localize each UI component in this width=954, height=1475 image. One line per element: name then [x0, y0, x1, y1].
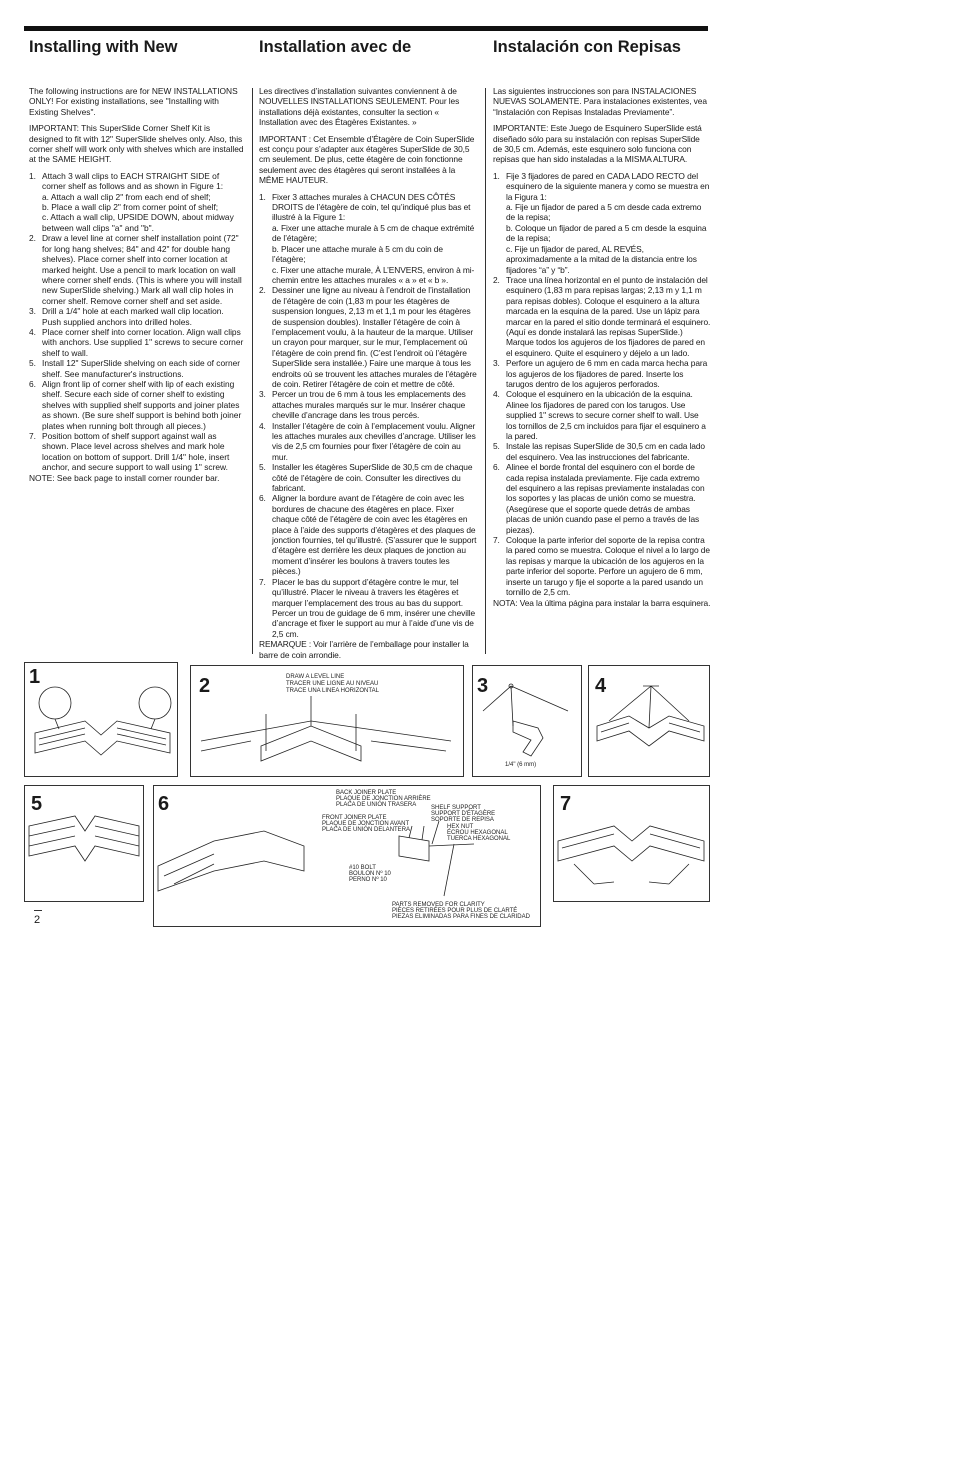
- step-item: 1. Attach 3 wall clips to EACH STRAIGHT SIDE of corner shelf as follows and as shown in Figure 1: a. Attach a wall clip 2" from each end of shelf; b. Place a wall clip 2" from corner point of shelf; c. Attach a wall clip, UPSIDE DOWN, about midway between wall clips "a" and "b".: [29, 170, 234, 233]
- figure-3-illustration: [473, 666, 581, 776]
- column-spanish: [493, 86, 711, 608]
- figure-6-illustration: [154, 786, 540, 926]
- note-text: NOTA: Vea la última página para instalar la barra esquinera.: [493, 597, 711, 608]
- steps-list: [493, 171, 711, 598]
- step-item: 7. Position bottom of shelf support against wall as shown. Place level across shelves and mark hole location on bottom of support. Drill 1/4" hole, insert anchor, and secure support to wall using 1" screw.: [29, 431, 230, 473]
- step-item: 2. Draw a level line at corner shelf installation point (72" for long hang shelves; 84" and 42" for double hang shelves). Place corner shelf into corner location at marked height. Use a pencil to mark location on wall where corner shelf ends. (This is where you will install new SuperSlide shelving.) Mark all wall clip holes in corner shelf. Remove corner shelf and set aside.: [29, 233, 242, 306]
- figure-number: 7: [560, 793, 572, 815]
- figure-5: [24, 785, 144, 902]
- figure-5-illustration: [25, 786, 143, 901]
- svg-text:BOULON Nº 10: BOULON Nº 10: [349, 871, 391, 877]
- intro-text: The following instructions are for NEW INSTALLATIONS ONLY! For existing installations, see "Installing with Existing Shelves".: [29, 86, 238, 117]
- svg-text:HEX NUT: HEX NUT: [447, 824, 474, 830]
- column-divider: [252, 88, 253, 654]
- important-text: IMPORTANTE: Este Juego de Esquinero SuperSlide está diseñado sólo para su instalación con repisas SuperSlide de 30,5 cm. Además, este esquinero solo funciona con repisas que han sido instaladas a la MISMA ALTURA.: [493, 123, 702, 165]
- svg-text:BACK JOINER PLATE: BACK JOINER PLATE: [336, 790, 397, 796]
- svg-text:PLACA DE UNIÓN DELANTERA: PLACA DE UNIÓN DELANTERA: [322, 827, 411, 833]
- figure-number: 2: [199, 675, 211, 697]
- step-item: 6. Align front lip of corner shelf with lip of each existing shelf. Secure each side of corner shelf to existing shelves with supplied shelf supports and joiner plates as shown. (Be sure shelf support is behind both joiner plates when running bolt through all pieces.): [29, 378, 242, 431]
- note-text: REMARQUE : Voir l’arrière de l’emballage pour installer la barre de coin arrondie.: [259, 639, 469, 660]
- figure-4: [588, 665, 710, 777]
- important-text: IMPORTANT: This SuperSlide Corner Shelf Kit is designed to fit with 12" SuperSlide shelves only. Also, this corner shelf will work only with shelves which are installed at the SAME HEIGHT.: [29, 123, 244, 165]
- label-level-line-es: TRACE UNA LINEA HORIZONTAL: [286, 688, 379, 694]
- steps-list: [259, 192, 477, 639]
- column-english: [29, 86, 245, 483]
- label-level-line-fr: TRACER UNE LIGNE AU NIVEAU: [286, 681, 379, 687]
- svg-text:SUPPORT D'ÉTAGÈRE: SUPPORT D'ÉTAGÈRE: [431, 811, 496, 817]
- svg-text:PERNO Nº 10: PERNO Nº 10: [349, 877, 387, 883]
- heading-spanish: Instalación con Repisas: [493, 38, 681, 56]
- step-item: 4. Installer l’étagère de coin à l’emplacement voulu. Aligner les attaches murales aux chevilles d’ancrage. Utiliser les vis de 2,5 cm fournies pour fixer l’étagère de coin au mur.: [259, 420, 476, 462]
- page-number: 2: [34, 914, 41, 926]
- figure-number: 4: [595, 675, 607, 697]
- figure-number: 5: [31, 793, 43, 815]
- heading-english: Installing with New: [29, 38, 178, 56]
- step-item: 5. Instale las repisas SuperSlide de 30,5 cm en cada lado del esquinero. Vea las instrucciones del fabricante.: [493, 441, 705, 462]
- svg-text:PLAQUE DE JONCTION AVANT: PLAQUE DE JONCTION AVANT: [322, 821, 410, 827]
- svg-text:ÉCROU HEXAGONAL: ÉCROU HEXAGONAL: [447, 830, 508, 836]
- step-item: 2. Trace una línea horizontal en el punto de instalación del esquinero (1,83 m para repisas largas; 2,13 m y 1,1 m para repisas dobles). Coloque el esquinero a la altura marcada en la esquina de la pared. Use un lápiz para marcar en la pared el sitio donde terminará el esquinero. (Aquí es donde instalará las repisas SuperSlide.) Marque todos los agujeros de los fijadores de pared en el esquinero. Quite el esquinero y déjelo a un lado.: [493, 274, 711, 358]
- top-rule: [24, 26, 708, 31]
- step-item: 5. Install 12" SuperSlide shelving on each side of corner shelf. See manufacturer's instructions.: [29, 358, 241, 379]
- figure-7-illustration: [554, 786, 709, 901]
- svg-text:PLACA DE UNIÓN TRASERA: PLACA DE UNIÓN TRASERA: [336, 802, 417, 808]
- step-item: 6. Alinee el borde frontal del esquinero con el borde de cada repisa instalada previamente. Fije cada extremo del esquinero a las repisas previamente instaladas con los soportes y las placas de unión como se muestra. (Asegúrese que el soporte quede detrás de ambas placas de unión cuando pase el perno a través de las piezas).: [493, 462, 705, 535]
- figure-number: 1: [29, 666, 41, 688]
- step-item: 7. Placer le bas du support d’étagère contre le mur, tel qu’illustré. Placer le niveau à travers les étagères et marquer l’emplacement des trous au bas du support. Percer un trou de guidage de 6 mm, insérer une cheville d’ancrage et fixer le support au mur à l’aide d’une vis de 2,5 cm.: [259, 576, 476, 639]
- svg-text:PIEZAS ELIMINADAS PARA FINES D: PIEZAS ELIMINADAS PARA FINES DE CLARIDAD: [392, 914, 530, 920]
- svg-text:SHELF SUPPORT: SHELF SUPPORT: [431, 805, 481, 811]
- step-item: 3. Percer un trou de 6 mm à tous les emplacements des attaches murales marqués sur le mur. Insérer chaque cheville d’ancrage dans les trous percés.: [259, 389, 466, 421]
- step-item: 6. Aligner la bordure avant de l’étagère de coin avec les bordures de chacune des étagères en place. Fixer chaque côté de l’étagère de coin avec les étagères en place à l’aide des supports d’étagères et des plaques de jonction fournies, tel qu’illustré. (S’assurer que le support d’étagère est derrière les deux plaques de jonction au moment d’insérer les boulons à travers toutes les pièces.): [259, 493, 477, 577]
- svg-text:SOPORTE DE REPISA: SOPORTE DE REPISA: [431, 817, 494, 823]
- drill-size-label: 1/4" (6 mm): [505, 762, 537, 768]
- step-item: 5. Installer les étagères SuperSlide de 30,5 cm de chaque côté de l’étagère de coin. Consulter les directives du fabricant.: [259, 462, 473, 494]
- step-item: 1. Fije 3 fijadores de pared en CADA LADO RECTO del esquinero de la siguiente manera y como se muestra en la Figura 1: a. Fije un fijador de pared a 5 cm desde cada extremo de la repisa; b. Coloque un fijador de pared a 5 cm desde la esquina de la repisa; c. Fije un fijador de pared, AL REVÉS, aproximadamente a la mitad de la distancia entre los fijadores “a” y “b”.: [493, 170, 710, 275]
- svg-text:TUERCA HEXAGONAL: TUERCA HEXAGONAL: [447, 836, 511, 842]
- figure-4-illustration: [589, 666, 709, 776]
- note-text: NOTE: See back page to install corner rounder bar.: [29, 472, 220, 483]
- step-item: 4. Place corner shelf into corner location. Align wall clips with anchors. Use supplied 1" screws to secure corner shelf to wall.: [29, 326, 244, 358]
- svg-text:FRONT JOINER PLATE: FRONT JOINER PLATE: [322, 815, 387, 821]
- figure-6: [153, 785, 541, 927]
- svg-text:PIÈCES RETIRÉES POUR PLUS DE C: PIÈCES RETIRÉES POUR PLUS DE CLARTÉ: [392, 908, 518, 914]
- figure-7: [553, 785, 710, 902]
- column-french: [259, 86, 477, 660]
- figure-number: 3: [477, 675, 489, 697]
- figure-2-illustration: [191, 666, 463, 776]
- column-divider: [485, 88, 486, 654]
- step-item: 4. Coloque el esquinero en la ubicación de la esquina. Alinee los fijadores de pared con los tarugos. Use supplied 1" screws to secure corner shelf to wall. Use los tornillos de 2,5 cm incluidos para fijar el esquinero a la pared.: [493, 389, 706, 441]
- intro-text: Las siguientes instrucciones son para INSTALACIONES NUEVAS SOLAMENTE. Para instalaciones existentes, vea “Instalación con Repisas Instaladas Previamente”.: [493, 86, 707, 117]
- figure-3: [472, 665, 582, 777]
- step-item: 3. Perfore un agujero de 6 mm en cada marca hecha para los agujeros de los fijadores de pared. Inserte los tarugos dentro de los agujeros perforados.: [493, 358, 708, 389]
- figure-2: [190, 665, 464, 777]
- figure-1-illustration: [25, 663, 177, 776]
- step-item: 7. Coloque la parte inferior del soporte de la repisa contra la pared como se muestra. Coloque el nivel a lo largo de las repisas y marque la ubicación de los agujeros en la parte inferior del soporte. Perfore un agujero de 6 mm, inserte un tarugo y fije el soporte a la pared usando un tornillo de 2,5 cm.: [493, 535, 710, 598]
- intro-text: Les directives d’installation suivantes conviennent à de NOUVELLES INSTALLATIONS SEULEMENT. Pour les installations déjà existantes, consulter la section « Installation avec des Étagères Existantes. »: [259, 86, 460, 128]
- svg-text:PLAQUE DE JONCTION ARRIÈRE: PLAQUE DE JONCTION ARRIÈRE: [336, 796, 431, 802]
- important-text: IMPORTANT : Cet Ensemble d’Étagère de Coin SuperSlide est conçu pour s’adapter aux étagères SuperSlide de 30,5 cm seulement. De plus, cette étagère de coin fonctionne seulement avec des étagères qui seront installées à la MÊME HAUTEUR.: [259, 133, 475, 186]
- svg-text:PARTS REMOVED FOR CLARITY: PARTS REMOVED FOR CLARITY: [392, 902, 485, 908]
- heading-french: Installation avec de: [259, 38, 412, 56]
- svg-text:#10 BOLT: #10 BOLT: [349, 865, 376, 871]
- step-item: 3. Drill a 1/4" hole at each marked wall clip location. Push supplied anchors into drilled holes.: [29, 306, 224, 327]
- steps-list: [29, 171, 245, 473]
- step-item: 1. Fixer 3 attaches murales à CHACUN DES CÔTÉS DROITS de l’étagère de coin, tel qu’indiqué plus bas et illustré à la Figure 1: a. Fixer une attache murale à 5 cm de chaque extrémité de l’étagère; b. Placer une attache murale à 5 cm du coin de l’étagère; c. Fixer une attache murale, À L’ENVERS, environ à mi-chemin entre les attaches murales « a » et « b ».: [259, 191, 475, 285]
- figure-number: 6: [158, 793, 170, 815]
- figure-1: [24, 662, 178, 777]
- page-number-rule: [34, 910, 42, 911]
- label-level-line-en: DRAW A LEVEL LINE: [286, 674, 345, 680]
- step-item: 2. Dessiner une ligne au niveau à l’endroit de l’installation de l’étagère de coin (1,83 m pour les étagères de suspension longues, 2,13 m et 1,1 m pour les étagères de suspension doubles). Installer l’étagère de coin à l’emplacement voulu, à la hauteur de la marque. Utiliser un crayon pour marquer, sur le mur, l’emplacement où l’étagère de coin prend fin. (C’est l’endroit où l’étagère SuperSlide sera installée.) Faire une marque à tous les endroits où se trouvent les attaches murales de l’étagère de coin. Retirer l’étagère de coin et mettre de côté.: [259, 285, 477, 389]
